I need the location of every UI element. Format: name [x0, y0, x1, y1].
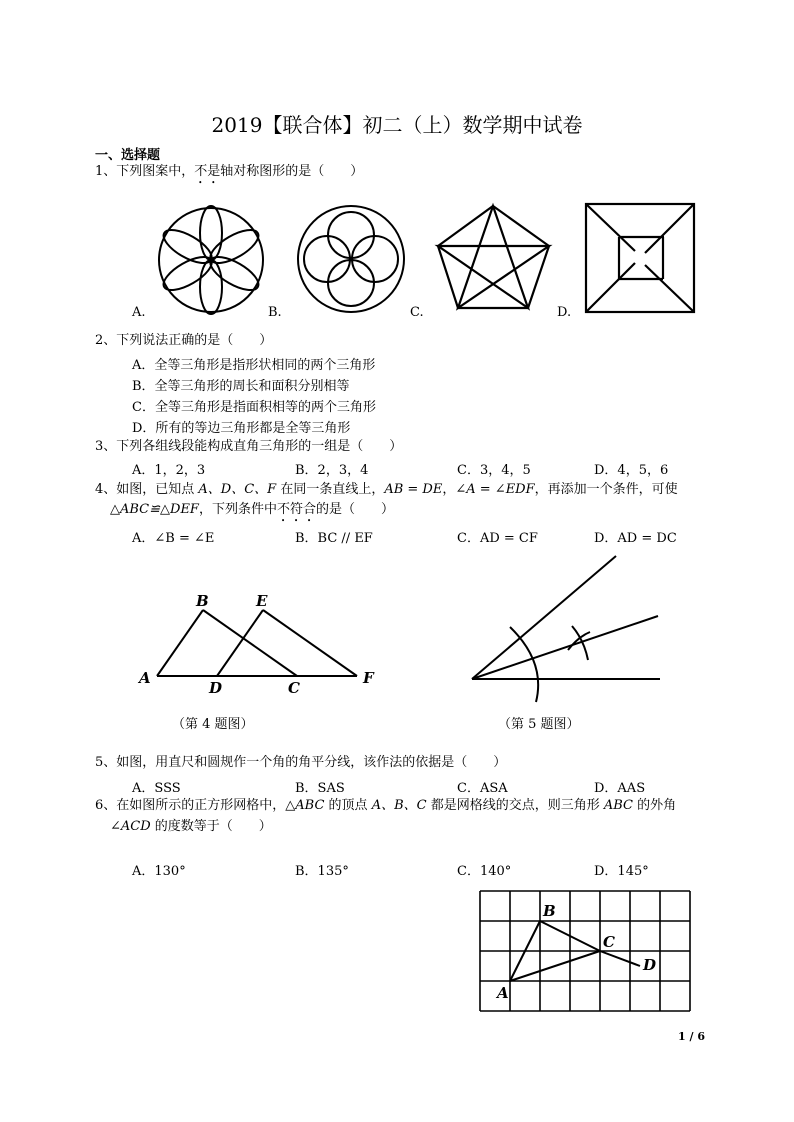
- fig6-label-d: D: [643, 956, 657, 974]
- question-6-line-2: ∠ACD 的度数等于（ ）: [110, 819, 272, 834]
- q5-option-b: B．SAS: [295, 781, 345, 796]
- emphasis-not: 不是: [194, 164, 221, 179]
- q5-option-c: C．ASA: [457, 781, 508, 796]
- question-1-stem: 1、下列图案中，不是轴对称图形的是（ ）: [95, 164, 364, 179]
- q4-option-a: A．∠B = ∠E: [132, 531, 215, 546]
- q4-option-d: D．AD = DC: [594, 531, 677, 546]
- section-heading: 一、选择题: [95, 148, 161, 163]
- fig6-label-a: A: [497, 984, 509, 1002]
- q6-option-d: D．145°: [594, 864, 649, 879]
- figure-6-grid-triangle: [480, 890, 696, 1014]
- q6-option-b: B．135°: [295, 864, 349, 879]
- q4-option-b: B．BC // EF: [295, 531, 373, 546]
- q3-option-d: D．4，5，6: [594, 463, 669, 478]
- figure-4-caption: （第 4 题图）: [172, 717, 254, 732]
- q6-option-c: C．140°: [457, 864, 512, 879]
- q1-option-c: C.: [410, 305, 424, 320]
- q3-option-c: C．3，4，5: [457, 463, 531, 478]
- page-title: 2019【联合体】初二（上）数学期中试卷: [211, 113, 583, 137]
- figure-d-pinwheel-square-icon: [585, 203, 696, 314]
- q6-option-a: A．130°: [132, 864, 186, 879]
- fig4-label-f: F: [363, 669, 374, 687]
- q2-option-c: C．全等三角形是指面积相等的两个三角形: [132, 400, 376, 415]
- fig4-label-d: D: [209, 679, 223, 697]
- fig6-label-b: B: [543, 902, 556, 920]
- page-number: 1 / 6: [678, 1030, 705, 1043]
- q1-option-b: B.: [268, 305, 282, 320]
- q2-option-b: B．全等三角形的周长和面积分别相等: [132, 379, 350, 394]
- fig4-label-a: A: [139, 669, 151, 687]
- figure-a-flower-icon: [156, 205, 266, 315]
- q1-option-a: A.: [132, 305, 146, 320]
- figure-5-angle-bisector: [460, 550, 670, 705]
- question-4-line-1: 4、如图，已知点 A、D、C、F 在同一条直线上，AB = DE，∠A = ∠EDF，再添加一个条件，可使: [95, 482, 678, 497]
- question-5-stem: 5、如图，用直尺和圆规作一个角的角平分线，该作法的依据是（ ）: [95, 755, 507, 770]
- q3-option-a: A．1，2，3: [132, 463, 206, 478]
- question-4-line-2: △ABC≌△DEF，下列条件中不符合的是（ ）: [110, 502, 394, 517]
- figure-4-triangles: [135, 588, 380, 698]
- fig4-label-b: B: [196, 592, 209, 610]
- fig4-label-c: C: [288, 679, 300, 697]
- question-6-line-1: 6、在如图所示的正方形网格中，△ABC 的顶点 A、B、C 都是网格线的交点，则三角形 ABC 的外角: [95, 798, 677, 813]
- figure-b-rings-icon: [295, 203, 407, 315]
- fig6-label-c: C: [603, 933, 615, 951]
- q5-option-d: D．AAS: [594, 781, 646, 796]
- q1-option-d: D.: [557, 305, 572, 320]
- figure-5-caption: （第 5 题图）: [498, 717, 580, 732]
- q5-option-a: A．SSS: [132, 781, 181, 796]
- fig4-label-e: E: [256, 592, 268, 610]
- figure-c-pentagon-star-icon: [437, 204, 553, 312]
- emphasis-not-satisfy: 不符合: [276, 502, 316, 517]
- q4-option-c: C．AD = CF: [457, 531, 538, 546]
- q2-option-a: A．全等三角形是指形状相同的两个三角形: [132, 358, 376, 373]
- q2-option-d: D．所有的等边三角形都是全等三角形: [132, 421, 351, 436]
- question-3-stem: 3、下列各组线段能构成直角三角形的一组是（ ）: [95, 439, 403, 454]
- q3-option-b: B．2，3，4: [295, 463, 369, 478]
- question-2-stem: 2、下列说法正确的是（ ）: [95, 333, 273, 348]
